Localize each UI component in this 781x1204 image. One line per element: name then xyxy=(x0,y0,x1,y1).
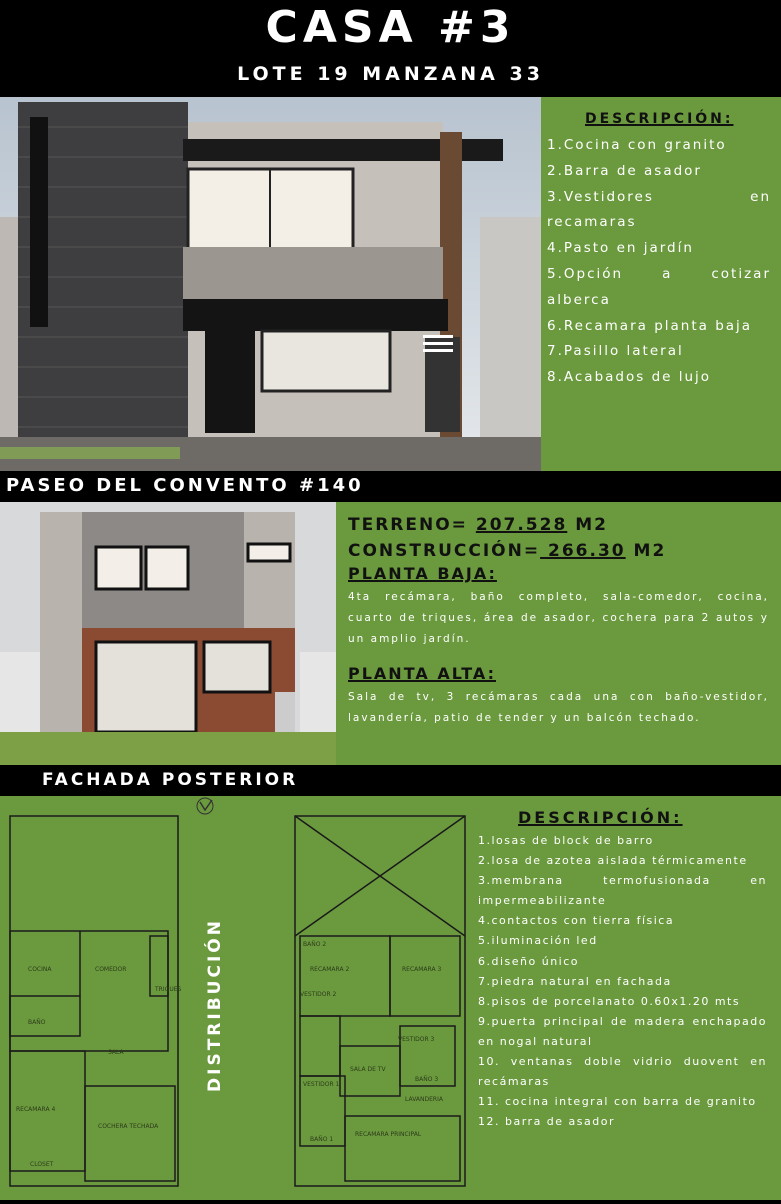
list-item: 10. ventanas doble vidrio duovent en recámaras xyxy=(478,1055,767,1089)
list-item: 2.losa de azotea aislada térmicamente xyxy=(478,854,748,868)
plan-label: CLOSET xyxy=(30,1161,54,1168)
list-item: 11. cocina integral con barra de granito xyxy=(478,1095,757,1109)
distribucion-label: DISTRIBUCIÓN xyxy=(205,918,225,1092)
plan-label: SALA xyxy=(108,1049,124,1056)
construccion-label: CONSTRUCCIÓN= xyxy=(348,541,541,561)
plan-label: TRIQUES xyxy=(155,986,182,993)
list-item: 1.losas de block de barro xyxy=(478,834,654,847)
front-facade-image xyxy=(0,97,541,471)
list-item: 8.Acabados de lujo xyxy=(547,369,712,386)
planta-baja-title: PLANTA BAJA: xyxy=(348,564,497,583)
plan-label: RECAMARA 3 xyxy=(402,966,442,973)
description-list xyxy=(541,133,781,391)
list-item: 4.contactos con tierra física xyxy=(478,914,675,928)
plan-label: RECAMARA 2 xyxy=(310,966,350,973)
terreno-unit: M2 xyxy=(575,515,608,535)
planta-baja-text: 4ta recámara, baño completo, sala-comedor, cocina, cuarto de triques, área de asador, cochera para 2 autos y un amplio jardín. xyxy=(348,591,769,645)
list-item: 2.Barra de asador xyxy=(547,162,702,179)
distribucion-label-wrap xyxy=(205,905,265,1115)
description-list-bottom xyxy=(470,831,781,1132)
construccion-value: 266.30 xyxy=(540,541,626,561)
list-item: 8.pisos de porcelanato 0.60x1.20 mts xyxy=(478,994,741,1008)
plan-label: BAÑO 3 xyxy=(415,1076,439,1083)
list-item: 6.diseño único xyxy=(478,954,580,968)
plan-label: VESTIDOR 3 xyxy=(398,1036,435,1043)
plan-label: SALA DE TV xyxy=(350,1066,386,1073)
list-item: 7.piedra natural en fachada xyxy=(478,974,672,988)
plan-label: COCHERA TECHADA xyxy=(98,1123,159,1130)
list-item: 5.Opción a cotizar alberca xyxy=(547,265,771,308)
list-item: 3.Vestidores en recamaras xyxy=(547,188,771,231)
plan-label: BAÑO xyxy=(28,1019,46,1026)
page-title: CASA #3 xyxy=(265,2,516,53)
plan-label: RECAMARA 4 xyxy=(16,1106,56,1113)
plan-label: VESTIDOR 2 xyxy=(300,991,337,998)
specs-panel xyxy=(336,502,781,765)
address-bar: PASEO DEL CONVENTO #140 xyxy=(6,475,364,496)
list-item: 7.Pasillo lateral xyxy=(547,343,684,360)
list-item: 5.iluminación led xyxy=(478,934,598,948)
list-item: 3.membrana termofusionada en impermeabilizante xyxy=(478,874,767,908)
planta-alta-title: PLANTA ALTA: xyxy=(348,664,496,683)
plan-label: BAÑO 1 xyxy=(310,1136,334,1143)
list-item: 9.puerta principal de madera enchapado en nogal natural xyxy=(478,1014,767,1048)
plan-label: VESTIDOR 1 xyxy=(303,1081,340,1088)
terreno-value: 207.528 xyxy=(475,515,568,535)
plan-label: LAVANDERIA xyxy=(405,1096,443,1103)
description-panel xyxy=(541,97,781,471)
planta-alta-text: Sala de tv, 3 recámaras cada una con baño-vestidor, lavandería, patio de tender y un balcón techado. xyxy=(348,691,769,724)
description-heading-bottom: DESCRIPCIÓN: xyxy=(518,808,683,827)
rear-facade-label: FACHADA POSTERIOR xyxy=(42,770,299,790)
plan-label: RECAMARA PRINCIPAL xyxy=(355,1131,422,1138)
list-item: 4.Pasto en jardín xyxy=(547,240,694,257)
plan-label: BAÑO 2 xyxy=(303,941,327,948)
list-item: 6.Recamara planta baja xyxy=(547,317,753,334)
list-item: 12. barra de asador xyxy=(478,1115,615,1129)
lot-subtitle: LOTE 19 MANZANA 33 xyxy=(237,63,544,85)
description-heading: DESCRIPCIÓN: xyxy=(585,111,734,127)
list-item: 1.Cocina con granito xyxy=(547,137,727,153)
construccion-unit: M2 xyxy=(633,541,667,561)
plan-label: COCINA xyxy=(28,966,52,973)
description-panel-bottom xyxy=(470,796,781,1200)
plan-label: COMEDOR xyxy=(95,966,127,973)
terreno-label: TERRENO= xyxy=(348,515,468,535)
rear-facade-image xyxy=(0,502,336,765)
